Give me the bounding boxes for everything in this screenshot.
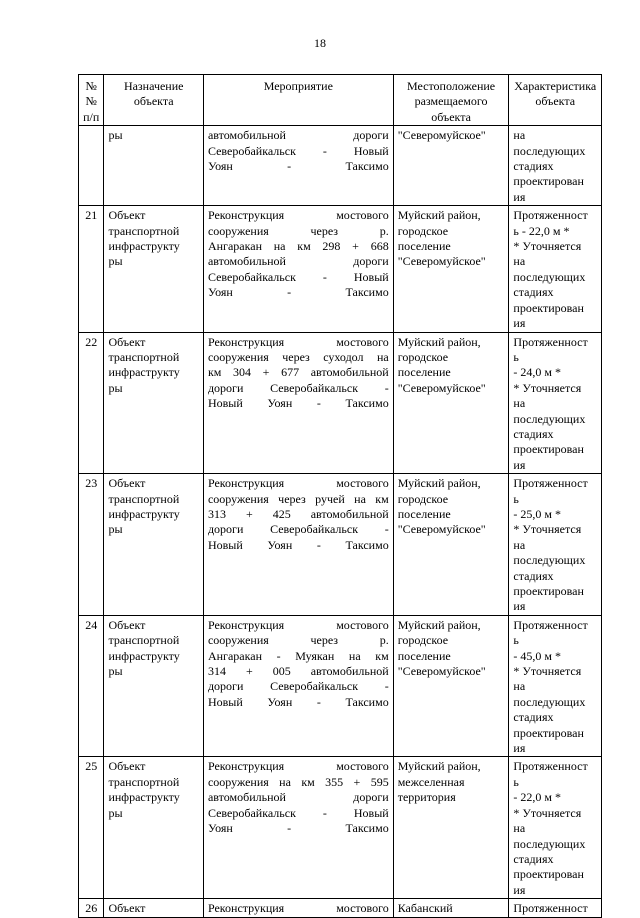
row-purpose: Объект транспортной инфраструкту ры bbox=[104, 206, 204, 332]
objects-table bbox=[78, 74, 602, 918]
row-characteristic: Протяженност ь - 22,0 м * * Уточняется на последующих стадиях проектирован ия bbox=[509, 757, 602, 899]
row-activity: Реконструкция мостового сооружения через суходол на км 304 + 677 автомобильной дороги Северобайкальск - Новый Уоян - Таксимо bbox=[203, 332, 393, 474]
row-purpose: Объект транспортной инфраструкту ры bbox=[104, 332, 204, 474]
row-number: 25 bbox=[79, 757, 104, 899]
header-number: № № п/п bbox=[79, 75, 104, 126]
row-location: Муйский район, городское поселение "Северомуйское" bbox=[393, 332, 509, 474]
row-characteristic: Протяженност ь - 25,0 м * * Уточняется на последующих стадиях проектирован ия bbox=[509, 474, 602, 616]
row-activity: Реконструкция мостового сооружения через ручей на км 313 + 425 автомобильной дороги Северобайкальск - Новый Уоян - Таксимо bbox=[203, 474, 393, 616]
row-purpose: ры bbox=[104, 126, 204, 206]
table-row bbox=[79, 899, 602, 917]
table-row bbox=[79, 474, 602, 616]
table-row bbox=[79, 126, 602, 206]
row-activity: Реконструкция мостового сооружения на км 355 + 595 автомобильной дороги Северобайкальск - Новый Уоян - Таксимо bbox=[203, 757, 393, 899]
header-purpose: Назначение объекта bbox=[104, 75, 204, 126]
row-location: Муйский район, городское поселение "Северомуйское" bbox=[393, 206, 509, 332]
row-purpose: Объект транспортной инфраструкту ры bbox=[104, 474, 204, 616]
table-row bbox=[79, 206, 602, 332]
row-location: Муйский район, городское поселение "Северомуйское" bbox=[393, 615, 509, 757]
row-number: 26 bbox=[79, 899, 104, 917]
row-number bbox=[79, 126, 104, 206]
row-activity: автомобильной дороги Северобайкальск - Новый Уоян - Таксимо bbox=[203, 126, 393, 206]
row-characteristic: Протяженност bbox=[509, 899, 602, 917]
row-location: Муйский район, городское поселение "Северомуйское" bbox=[393, 474, 509, 616]
header-characteristic: Характеристика объекта bbox=[509, 75, 602, 126]
header-location: Местоположение размещаемого объекта bbox=[393, 75, 509, 126]
row-location: Муйский район, межселенная территория bbox=[393, 757, 509, 899]
page-number: 18 bbox=[314, 36, 326, 50]
row-activity: Реконструкция мостового сооружения через р. Ангаракан - Муякан на км 314 + 005 автомобильной дороги Северобайкальск - Новый Уоян - Таксимо bbox=[203, 615, 393, 757]
table-row bbox=[79, 615, 602, 757]
table-row bbox=[79, 757, 602, 899]
row-number: 23 bbox=[79, 474, 104, 616]
row-location: Кабанский bbox=[393, 899, 509, 917]
row-activity: Реконструкция мостового bbox=[203, 899, 393, 917]
row-activity: Реконструкция мостового сооружения через р. Ангаракан на км 298 + 668 автомобильной дороги Северобайкальск - Новый Уоян - Таксимо bbox=[203, 206, 393, 332]
row-number: 24 bbox=[79, 615, 104, 757]
row-number: 21 bbox=[79, 206, 104, 332]
row-characteristic: Протяженност ь - 45,0 м * * Уточняется на последующих стадиях проектирован ия bbox=[509, 615, 602, 757]
header-activity: Мероприятие bbox=[203, 75, 393, 126]
row-characteristic: Протяженност ь - 24,0 м * * Уточняется на последующих стадиях проектирован ия bbox=[509, 332, 602, 474]
row-purpose: Объект bbox=[104, 899, 204, 917]
row-characteristic: Протяженност ь - 22,0 м * * Уточняется на последующих стадиях проектирован ия bbox=[509, 206, 602, 332]
table-row bbox=[79, 332, 602, 474]
row-number: 22 bbox=[79, 332, 104, 474]
table-header-row bbox=[79, 75, 602, 126]
row-purpose: Объект транспортной инфраструкту ры bbox=[104, 757, 204, 899]
row-location: "Северомуйское" bbox=[393, 126, 509, 206]
row-purpose: Объект транспортной инфраструкту ры bbox=[104, 615, 204, 757]
row-characteristic: на последующих стадиях проектирован ия bbox=[509, 126, 602, 206]
